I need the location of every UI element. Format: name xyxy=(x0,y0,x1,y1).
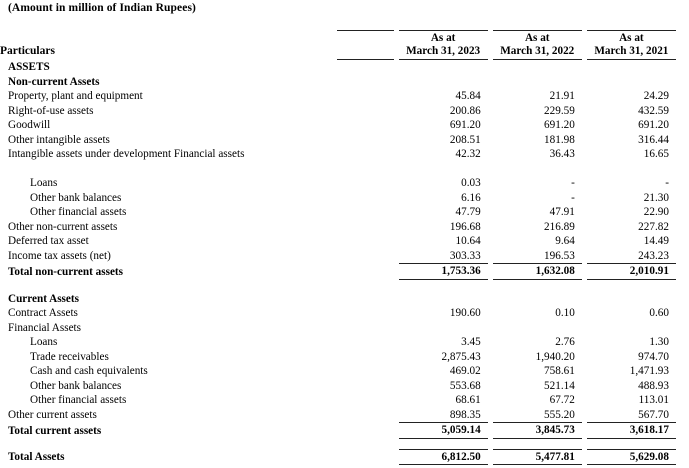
row-blank xyxy=(337,234,393,249)
table-row xyxy=(0,147,689,162)
row-tail xyxy=(676,205,689,220)
column-header-2021 xyxy=(587,31,676,60)
row-value-2021: - xyxy=(587,176,676,191)
row-label: Loans xyxy=(0,335,337,350)
row-tail xyxy=(676,264,689,280)
table-row xyxy=(0,89,689,104)
row-value-2023: 5,059.14 xyxy=(399,423,488,439)
section-heading-current-assets xyxy=(0,292,689,307)
row-label: Loans xyxy=(0,176,337,191)
row-value-2022: 3,845.73 xyxy=(493,423,582,439)
row-blank xyxy=(337,465,393,468)
row-value-2021: 432.59 xyxy=(587,104,676,119)
column-header-2021-line1: As at xyxy=(587,32,676,45)
row-value-2022: 9.64 xyxy=(493,234,582,249)
row-blank xyxy=(337,306,393,321)
row-label: Other financial assets xyxy=(0,205,337,220)
row-value-2022: 758.61 xyxy=(493,364,582,379)
section-heading-assets-label: ASSETS xyxy=(0,60,337,75)
column-header-2023 xyxy=(399,31,488,60)
row-tail xyxy=(676,147,689,162)
row-tail xyxy=(676,306,689,321)
section-spacer xyxy=(0,442,689,450)
row-value-2022: 521.14 xyxy=(493,379,582,394)
row-value-2021: 16.65 xyxy=(587,147,676,162)
row-blank xyxy=(337,191,393,206)
row-value-2023: 303.33 xyxy=(399,249,488,264)
empty-cells xyxy=(337,321,689,336)
row-value-2023: 196.68 xyxy=(399,220,488,235)
section-heading-non-current-assets xyxy=(0,75,689,90)
row-tail xyxy=(676,449,689,465)
row-tail xyxy=(676,423,689,439)
row-value-2021: 113.01 xyxy=(587,393,676,408)
row-blank xyxy=(337,408,393,423)
row-blank xyxy=(337,379,393,394)
row-label: Contract Assets xyxy=(0,306,337,321)
row-value-empty xyxy=(493,162,582,177)
row-label-empty xyxy=(0,465,337,468)
total-row-total-assets xyxy=(0,449,689,465)
empty-cells xyxy=(337,292,689,307)
row-label: Other bank balances xyxy=(0,191,337,206)
row-value-2023: 553.68 xyxy=(399,379,488,394)
row-value-2023: 190.60 xyxy=(399,306,488,321)
table-row xyxy=(0,379,689,394)
table-row xyxy=(0,335,689,350)
row-value-2023: 1,753.36 xyxy=(399,264,488,280)
row-blank xyxy=(337,335,393,350)
row-value-2022: 67.72 xyxy=(493,393,582,408)
row-label: Other bank balances xyxy=(0,379,337,394)
row-value-2023: 10.64 xyxy=(399,234,488,249)
balance-sheet-table xyxy=(0,30,689,468)
column-header-2023-line1: As at xyxy=(399,32,488,45)
row-value-2023: 42.32 xyxy=(399,147,488,162)
row-value-2022: 1,940.20 xyxy=(493,350,582,365)
row-label: Deferred tax asset xyxy=(0,234,337,249)
row-tail xyxy=(676,465,689,468)
row-value-2023: 6.16 xyxy=(399,191,488,206)
column-header-2022 xyxy=(493,31,582,60)
table-row xyxy=(0,191,689,206)
row-tail xyxy=(676,133,689,148)
row-value-2022: 21.91 xyxy=(493,89,582,104)
table-row xyxy=(0,176,689,191)
row-value-2022: 2.76 xyxy=(493,335,582,350)
table-row xyxy=(0,220,689,235)
row-tail xyxy=(676,220,689,235)
row-tail xyxy=(676,350,689,365)
row-label: Cash and cash equivalents xyxy=(0,364,337,379)
row-label: Total Assets xyxy=(0,449,337,465)
row-label: Intangible assets under development Financial assets xyxy=(0,147,337,176)
row-value-2023: 208.51 xyxy=(399,133,488,148)
row-value-2021: 691.20 xyxy=(587,118,676,133)
spacer-cell xyxy=(0,283,689,292)
row-label: Total non-current assets xyxy=(0,264,337,280)
row-value-2021: 243.23 xyxy=(587,249,676,264)
header-gap xyxy=(394,45,399,60)
table-row xyxy=(0,133,689,148)
row-value-2022: 0.10 xyxy=(493,306,582,321)
table-header-row xyxy=(0,31,689,46)
table-row xyxy=(0,364,689,379)
empty-cells xyxy=(337,75,689,90)
row-tail xyxy=(676,191,689,206)
header-gap xyxy=(582,45,587,60)
row-tail xyxy=(676,162,689,177)
row-value-2021: 1,471.93 xyxy=(587,364,676,379)
table-row xyxy=(0,234,689,249)
row-value-2021: 2,010.91 xyxy=(587,264,676,280)
column-header-blank xyxy=(337,31,393,60)
row-tail xyxy=(676,364,689,379)
row-value-2022: 229.59 xyxy=(493,104,582,119)
row-value-2022: 196.53 xyxy=(493,249,582,264)
row-label: Other intangible assets xyxy=(0,133,337,148)
row-value-2022: - xyxy=(493,176,582,191)
amount-unit-note: (Amount in million of Indian Rupees) xyxy=(8,2,196,14)
section-heading-financial-assets xyxy=(0,321,689,336)
underline-2021 xyxy=(587,465,676,468)
column-header-2022-line1: As at xyxy=(493,32,582,45)
row-blank xyxy=(337,162,393,177)
row-blank xyxy=(337,264,393,280)
row-label: Property, plant and equipment xyxy=(0,89,337,104)
row-blank xyxy=(337,449,393,465)
row-value-2023: 47.79 xyxy=(399,205,488,220)
section-heading-financial-label: Financial Assets xyxy=(0,321,337,336)
row-value-2023: 200.86 xyxy=(399,104,488,119)
section-heading-non-current-label: Non-current Assets xyxy=(0,75,337,90)
row-blank xyxy=(337,423,393,439)
row-value-2021: 316.44 xyxy=(587,133,676,148)
row-blank xyxy=(337,205,393,220)
table-row xyxy=(0,306,689,321)
row-label: Goodwill xyxy=(0,118,337,133)
row-label: Other financial assets xyxy=(0,393,337,408)
row-value-2022: 216.89 xyxy=(493,220,582,235)
row-label: Right-of-use assets xyxy=(0,104,337,119)
header-tail xyxy=(676,45,689,60)
row-blank xyxy=(337,393,393,408)
row-value-2022: 5,477.81 xyxy=(493,449,582,465)
row-value-2021: 5,629.08 xyxy=(587,449,676,465)
row-label: Income tax assets (net) xyxy=(0,249,337,264)
row-blank xyxy=(337,118,393,133)
section-heading-current-label: Current Assets xyxy=(0,292,337,307)
total-row-non-current-assets xyxy=(0,264,689,280)
row-value-2022: 691.20 xyxy=(493,118,582,133)
row-value-2021: 22.90 xyxy=(587,205,676,220)
row-value-2023: 898.35 xyxy=(399,408,488,423)
row-blank xyxy=(337,364,393,379)
row-label: Trade receivables xyxy=(0,350,337,365)
row-value-empty xyxy=(587,162,676,177)
row-tail xyxy=(676,89,689,104)
row-tail xyxy=(676,408,689,423)
row-value-2021: 3,618.17 xyxy=(587,423,676,439)
header-tail xyxy=(676,31,689,46)
table-row xyxy=(0,408,689,423)
row-tail xyxy=(676,335,689,350)
row-value-2022: 1,632.08 xyxy=(493,264,582,280)
row-value-2021: 14.49 xyxy=(587,234,676,249)
row-value-empty xyxy=(399,162,488,177)
row-value-2022: 555.20 xyxy=(493,408,582,423)
row-tail xyxy=(676,393,689,408)
table-row xyxy=(0,393,689,408)
table-row xyxy=(0,118,689,133)
row-value-2023: 2,875.43 xyxy=(399,350,488,365)
row-value-2023: 0.03 xyxy=(399,176,488,191)
spacer-cell xyxy=(0,442,689,450)
table-row xyxy=(0,350,689,365)
underline-2023 xyxy=(399,465,488,468)
row-label: Total current assets xyxy=(0,423,337,439)
row-label: Other current assets xyxy=(0,408,337,423)
row-value-2021: 1.30 xyxy=(587,335,676,350)
row-blank xyxy=(337,89,393,104)
row-blank xyxy=(337,350,393,365)
table-row xyxy=(0,205,689,220)
section-heading-assets xyxy=(0,60,689,75)
total-row-underline xyxy=(0,465,689,468)
column-header-2021-line2: March 31, 2021 xyxy=(587,45,676,58)
row-value-2023: 68.61 xyxy=(399,393,488,408)
row-value-2023: 691.20 xyxy=(399,118,488,133)
total-row-current-assets xyxy=(0,423,689,439)
row-value-2021: 24.29 xyxy=(587,89,676,104)
underline-2022 xyxy=(493,465,582,468)
row-blank xyxy=(337,249,393,264)
row-value-2022: 36.43 xyxy=(493,147,582,162)
row-value-2022: - xyxy=(493,191,582,206)
row-value-2022: 47.91 xyxy=(493,205,582,220)
table-row xyxy=(0,104,689,119)
row-value-2023: 6,812.50 xyxy=(399,449,488,465)
row-label: Other non-current assets xyxy=(0,220,337,235)
row-value-2022: 181.98 xyxy=(493,133,582,148)
row-tail xyxy=(676,234,689,249)
table-row xyxy=(0,249,689,264)
column-header-2022-line2: March 31, 2022 xyxy=(493,45,582,58)
row-tail xyxy=(676,249,689,264)
row-value-2023: 469.02 xyxy=(399,364,488,379)
row-tail xyxy=(676,176,689,191)
column-header-particulars: Particulars xyxy=(0,31,337,60)
row-value-2021: 488.93 xyxy=(587,379,676,394)
row-blank xyxy=(337,147,393,162)
row-tail xyxy=(676,379,689,394)
row-value-2021: 0.60 xyxy=(587,306,676,321)
row-value-2021: 974.70 xyxy=(587,350,676,365)
header-gap xyxy=(488,45,493,60)
row-blank xyxy=(337,176,393,191)
row-tail xyxy=(676,118,689,133)
row-tail xyxy=(676,104,689,119)
row-blank xyxy=(337,220,393,235)
row-blank xyxy=(337,104,393,119)
row-value-2023: 3.45 xyxy=(399,335,488,350)
row-value-2023: 45.84 xyxy=(399,89,488,104)
section-spacer xyxy=(0,283,689,292)
empty-cells xyxy=(337,60,689,75)
row-value-2021: 567.70 xyxy=(587,408,676,423)
row-blank xyxy=(337,133,393,148)
column-header-2023-line2: March 31, 2023 xyxy=(399,45,488,58)
row-value-2021: 21.30 xyxy=(587,191,676,206)
row-value-2021: 227.82 xyxy=(587,220,676,235)
